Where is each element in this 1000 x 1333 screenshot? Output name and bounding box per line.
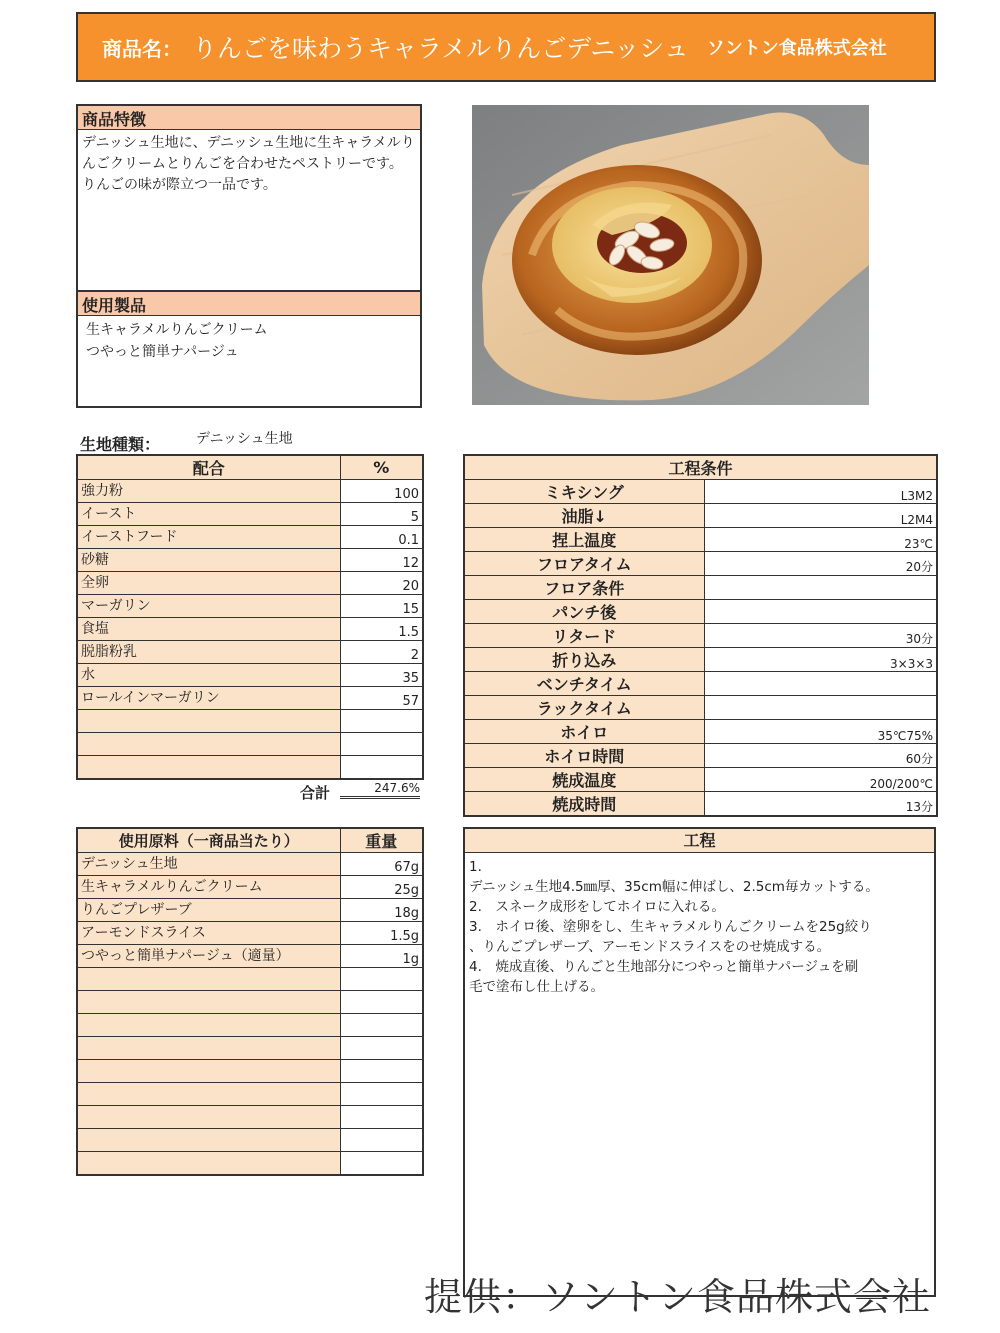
recipe-header-pct: % (340, 455, 423, 480)
recipe-pct: 0.1 (340, 526, 423, 549)
condition-value (704, 696, 937, 720)
condition-name: 焼成温度 (464, 768, 704, 792)
ingredient-weight: 18g (340, 899, 423, 922)
ingredient-name (77, 1152, 340, 1175)
condition-name: 折り込み (464, 648, 704, 672)
condition-name: フロアタイム (464, 552, 704, 576)
ingredient-name: りんごプレザーブ (77, 899, 340, 922)
recipe-ingredient: ロールインマーガリン (77, 687, 340, 710)
condition-name: パンチ後 (464, 600, 704, 624)
recipe-ingredient: イーストフード (77, 526, 340, 549)
ingredient-weight (340, 1106, 423, 1129)
process-step-line: 毛で塗布し仕上げる。 (469, 979, 604, 995)
condition-name: ベンチタイム (464, 672, 704, 696)
ingredient-name (77, 968, 340, 991)
ingredient-weight: 25g (340, 876, 423, 899)
ingredient-name (77, 1083, 340, 1106)
ingredients-header-name: 使用原料（一商品当たり） (77, 828, 340, 853)
recipe-ingredient: 水 (77, 664, 340, 687)
ingredient-weight: 1.5g (340, 922, 423, 945)
process-title: 工程 (465, 829, 934, 853)
ingredients-table (76, 827, 424, 1176)
condition-value (704, 576, 937, 600)
recipe-total-label: 合計 (300, 784, 331, 802)
recipe-pct: 15 (340, 595, 423, 618)
recipe-pct: 2 (340, 641, 423, 664)
used-product-item: 生キャラメルりんごクリーム (86, 322, 268, 338)
recipe-total-value: 247.6% (340, 781, 420, 799)
ingredient-name (77, 991, 340, 1014)
ingredient-name: デニッシュ生地 (77, 853, 340, 876)
dough-type-label: 生地種類： (80, 435, 161, 454)
condition-value: 23℃ (704, 528, 937, 552)
dough-type-value: デニッシュ生地 (196, 431, 293, 447)
condition-value: L2M4 (704, 504, 937, 528)
product-name-label: 商品名： (102, 36, 182, 61)
ingredient-name: 生キャラメルりんごクリーム (77, 876, 340, 899)
recipe-pct: 100 (340, 480, 423, 503)
features-text: デニッシュ生地に、デニッシュ生地に生キャラメルりんごクリームとりんごを合わせたペストリーです。りんごの味が際立つ一品です。 (82, 135, 415, 193)
ingredient-weight (340, 968, 423, 991)
ingredient-name: アーモンドスライス (77, 922, 340, 945)
recipe-ingredient: イースト (77, 503, 340, 526)
process-step-line: 4. 焼成直後、りんごと生地部分につやっと簡単ナパージュを刷 (469, 959, 859, 975)
ingredient-weight (340, 1152, 423, 1175)
process-step-line: 1. (469, 859, 482, 875)
credit-text: 提供：ソントン食品株式会社 (424, 1275, 932, 1319)
used-product-item: つやっと簡単ナパージュ (86, 344, 239, 360)
features-box (76, 104, 422, 292)
ingredient-name (77, 1014, 340, 1037)
recipe-ingredient: 脱脂粉乳 (77, 641, 340, 664)
condition-value: L3M2 (704, 480, 937, 504)
used-products-title: 使用製品 (78, 292, 420, 316)
process-step-line: 、りんごプレザーブ、アーモンドスライスをのせ焼成する。 (469, 939, 831, 955)
condition-name: ホイロ (464, 720, 704, 744)
recipe-ingredient (77, 710, 340, 733)
used-products-box (76, 290, 422, 408)
recipe-pct (340, 710, 423, 733)
condition-value: 20分 (704, 552, 937, 576)
condition-value: 3×3×3 (704, 648, 937, 672)
ingredient-weight (340, 1129, 423, 1152)
product-name: りんごを味わうキャラメルりんごデニッシュ (192, 34, 689, 63)
ingredient-weight: 1g (340, 945, 423, 968)
ingredient-weight (340, 991, 423, 1014)
condition-name: フロア条件 (464, 576, 704, 600)
condition-value (704, 600, 937, 624)
process-steps (465, 853, 934, 1001)
condition-value: 200/200℃ (704, 768, 937, 792)
recipe-ingredient: マーガリン (77, 595, 340, 618)
features-title: 商品特徴 (78, 106, 420, 130)
process-box (463, 827, 936, 1297)
condition-name: 油脂↓ (464, 504, 704, 528)
product-header (76, 12, 936, 82)
condition-name: ミキシング (464, 480, 704, 504)
ingredient-name (77, 1106, 340, 1129)
recipe-pct: 57 (340, 687, 423, 710)
condition-name: ホイロ時間 (464, 744, 704, 768)
process-step-line: 2. スネーク成形をしてホイロに入れる。 (469, 899, 725, 915)
condition-value (704, 672, 937, 696)
recipe-ingredient: 全卵 (77, 572, 340, 595)
condition-value: 35℃75% (704, 720, 937, 744)
ingredient-weight (340, 1014, 423, 1037)
ingredient-weight: 67g (340, 853, 423, 876)
recipe-pct: 1.5 (340, 618, 423, 641)
company-name: ソントン食品株式会社 (706, 38, 887, 59)
recipe-ingredient (77, 733, 340, 756)
recipe-ingredient (77, 756, 340, 779)
recipe-pct (340, 756, 423, 779)
condition-name: 焼成時間 (464, 792, 704, 817)
condition-name: リタード (464, 624, 704, 648)
recipe-ingredient: 食塩 (77, 618, 340, 641)
recipe-ingredient: 強力粉 (77, 480, 340, 503)
condition-name: ラックタイム (464, 696, 704, 720)
recipe-pct: 5 (340, 503, 423, 526)
ingredient-name: つやっと簡単ナパージュ（適量） (77, 945, 340, 968)
condition-value: 13分 (704, 792, 937, 817)
recipe-pct: 20 (340, 572, 423, 595)
recipe-pct (340, 733, 423, 756)
process-step-line: 3. ホイロ後、塗卵をし、生キャラメルりんごクリームを25g絞り (469, 919, 872, 935)
condition-value: 30分 (704, 624, 937, 648)
ingredient-name (77, 1129, 340, 1152)
recipe-table (76, 454, 424, 780)
ingredient-weight (340, 1037, 423, 1060)
recipe-ingredient: 砂糖 (77, 549, 340, 572)
ingredient-weight (340, 1060, 423, 1083)
condition-value: 60分 (704, 744, 937, 768)
recipe-pct: 35 (340, 664, 423, 687)
condition-name: 捏上温度 (464, 528, 704, 552)
process-conditions-table (463, 454, 938, 817)
process-conditions-title: 工程条件 (464, 455, 937, 480)
recipe-pct: 12 (340, 549, 423, 572)
ingredients-header-weight: 重量 (340, 828, 423, 853)
recipe-header-name: 配合 (77, 455, 340, 480)
process-step-line: デニッシュ生地4.5㎜厚、35cm幅に伸ばし、2.5cm毎カットする。 (469, 879, 879, 895)
ingredient-name (77, 1060, 340, 1083)
ingredient-name (77, 1037, 340, 1060)
ingredient-weight (340, 1083, 423, 1106)
product-photo (472, 105, 869, 405)
